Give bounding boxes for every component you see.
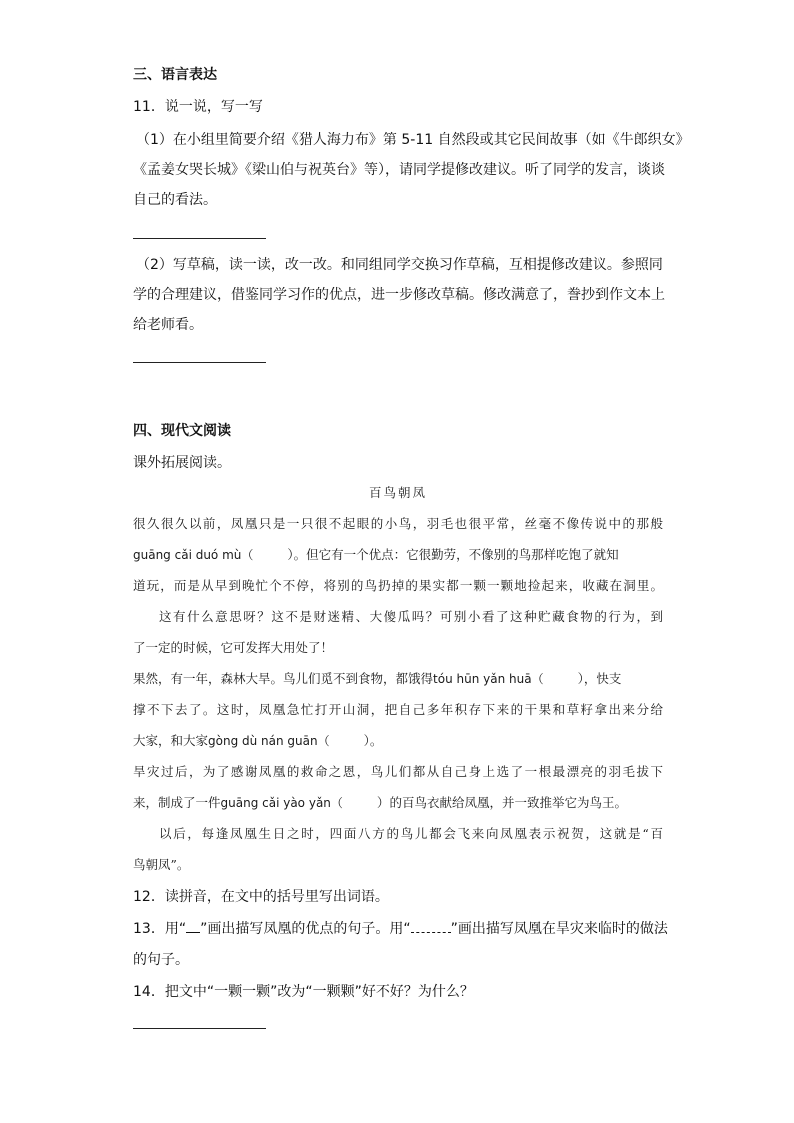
story-p4-line2: 来，制成了一件guāng cǎi yào yǎn（ ）的百鸟衣献给凤凰，并一致推举它为鸟王。 (133, 795, 627, 810)
section-4-heading: 四、现代文阅读 (133, 423, 231, 439)
q11-title: 11．说一说，写一写 (133, 99, 263, 115)
q13-line1: 13．用“ ”画出描写凤凰的优点的句子。用“ ”画出描写凤凰在旱灾来临时的做法 (133, 914, 663, 944)
q11-part2-line3: 给老师看。 (133, 317, 203, 333)
pinyin-guangcaiyaoyan: guāng cǎi yào yǎn (220, 796, 331, 810)
q11-part1-line2: 《孟姜女哭长城》《梁山伯与祝英台》等），请同学提修改建议。听了同学的发言，谈谈 (133, 162, 665, 178)
pinyin-gongdunanguan: gòng dù nán guān (208, 734, 318, 748)
q14-answer-line[interactable] (133, 1028, 266, 1029)
story-p3-line3: 大家，和大家gòng dù nán guān（ ）。 (133, 733, 383, 748)
q11-part1-line1: （1）在小组里简要介绍《猎人海力布》第 5-11 自然段或其它民间故事（如《牛郎织女》 (136, 132, 690, 148)
pinyin-guangcaiduomu: guāng cǎi duó mù（ (133, 548, 254, 562)
story-p5-line1: 以后，每逢凤凰生日之时，四面八方的鸟儿都会飞来向凤凰表示祝贺，这就是“百 (159, 826, 663, 841)
story-p1-line2: guāng cǎi duó mù（ ）。但它有一个优点：它很勤劳，不像别的鸟那样吃饱了就知 (133, 547, 619, 562)
story-p1-line3: 道玩，而是从早到晚忙个不停，将别的鸟扔掉的果实都一颗一颗地捡起来，收藏在洞里。 (133, 578, 663, 593)
q11-part1-answer-line[interactable] (133, 238, 266, 239)
straight-underline-sample (186, 918, 200, 933)
q14-text: 14．把文中“一颗一颗”改为“一颗颗”好不好？为什么？ (133, 984, 474, 1000)
story-p3-line2: 撑不下去了。这时，凤凰急忙打开山洞，把自己多年积存下来的干果和草籽拿出来分给 (133, 702, 663, 717)
story-p5-line2: 鸟朝凤”。 (133, 857, 190, 872)
story-p2-line1: 这有什么意思呀？这不是财迷精、大傻瓜吗？可别小看了这种贮藏食物的行为，到 (159, 609, 663, 624)
section-3-heading: 三、语言表达 (133, 67, 217, 83)
story-p4-line1: 旱灾过后，为了感谢凤凰的救命之恩，鸟儿们都从自己身上选了一根最漂亮的羽毛拔下 (133, 764, 663, 779)
reading-intro: 课外拓展阅读。 (133, 455, 231, 471)
q11-part1 (133, 125, 690, 215)
dashed-underline-sample (411, 918, 451, 933)
q11-part2 (133, 250, 666, 340)
story-title: 百鸟朝凤 (368, 485, 427, 500)
q12-text: 12．读拼音，在文中的括号里写出词语。 (133, 889, 389, 905)
q11-part2-answer-line[interactable] (133, 362, 266, 363)
q11-part1-line3: 自己的看法。 (133, 192, 217, 208)
q11-part2-line2: 学的合理建议，借鉴同学习作的优点，进一步修改草稿。修改满意了，誊抄到作文本上 (133, 287, 665, 303)
story-p1-line1: 很久很久以前，凤凰只是一只很不起眼的小鸟，羽毛也很平常，丝毫不像传说中的那般 (133, 516, 663, 531)
story-p3-line1: 果然，有一年，森林大旱。鸟儿们觅不到食物，都饿得tóu hūn yǎn huā（ ），快支 (133, 671, 622, 686)
q11-part2-line1: （2）写草稿，读一读，改一改。和同组同学交换习作草稿，互相提修改建议。参照同 (136, 257, 663, 273)
q13-line2: 的句子。 (133, 952, 189, 968)
story-p2-line2: 了一定的时候，它可发挥大用处了！ (133, 640, 334, 655)
pinyin-touhunyanhua: tóu hūn yǎn huā (433, 672, 532, 686)
story-passage (133, 477, 663, 880)
